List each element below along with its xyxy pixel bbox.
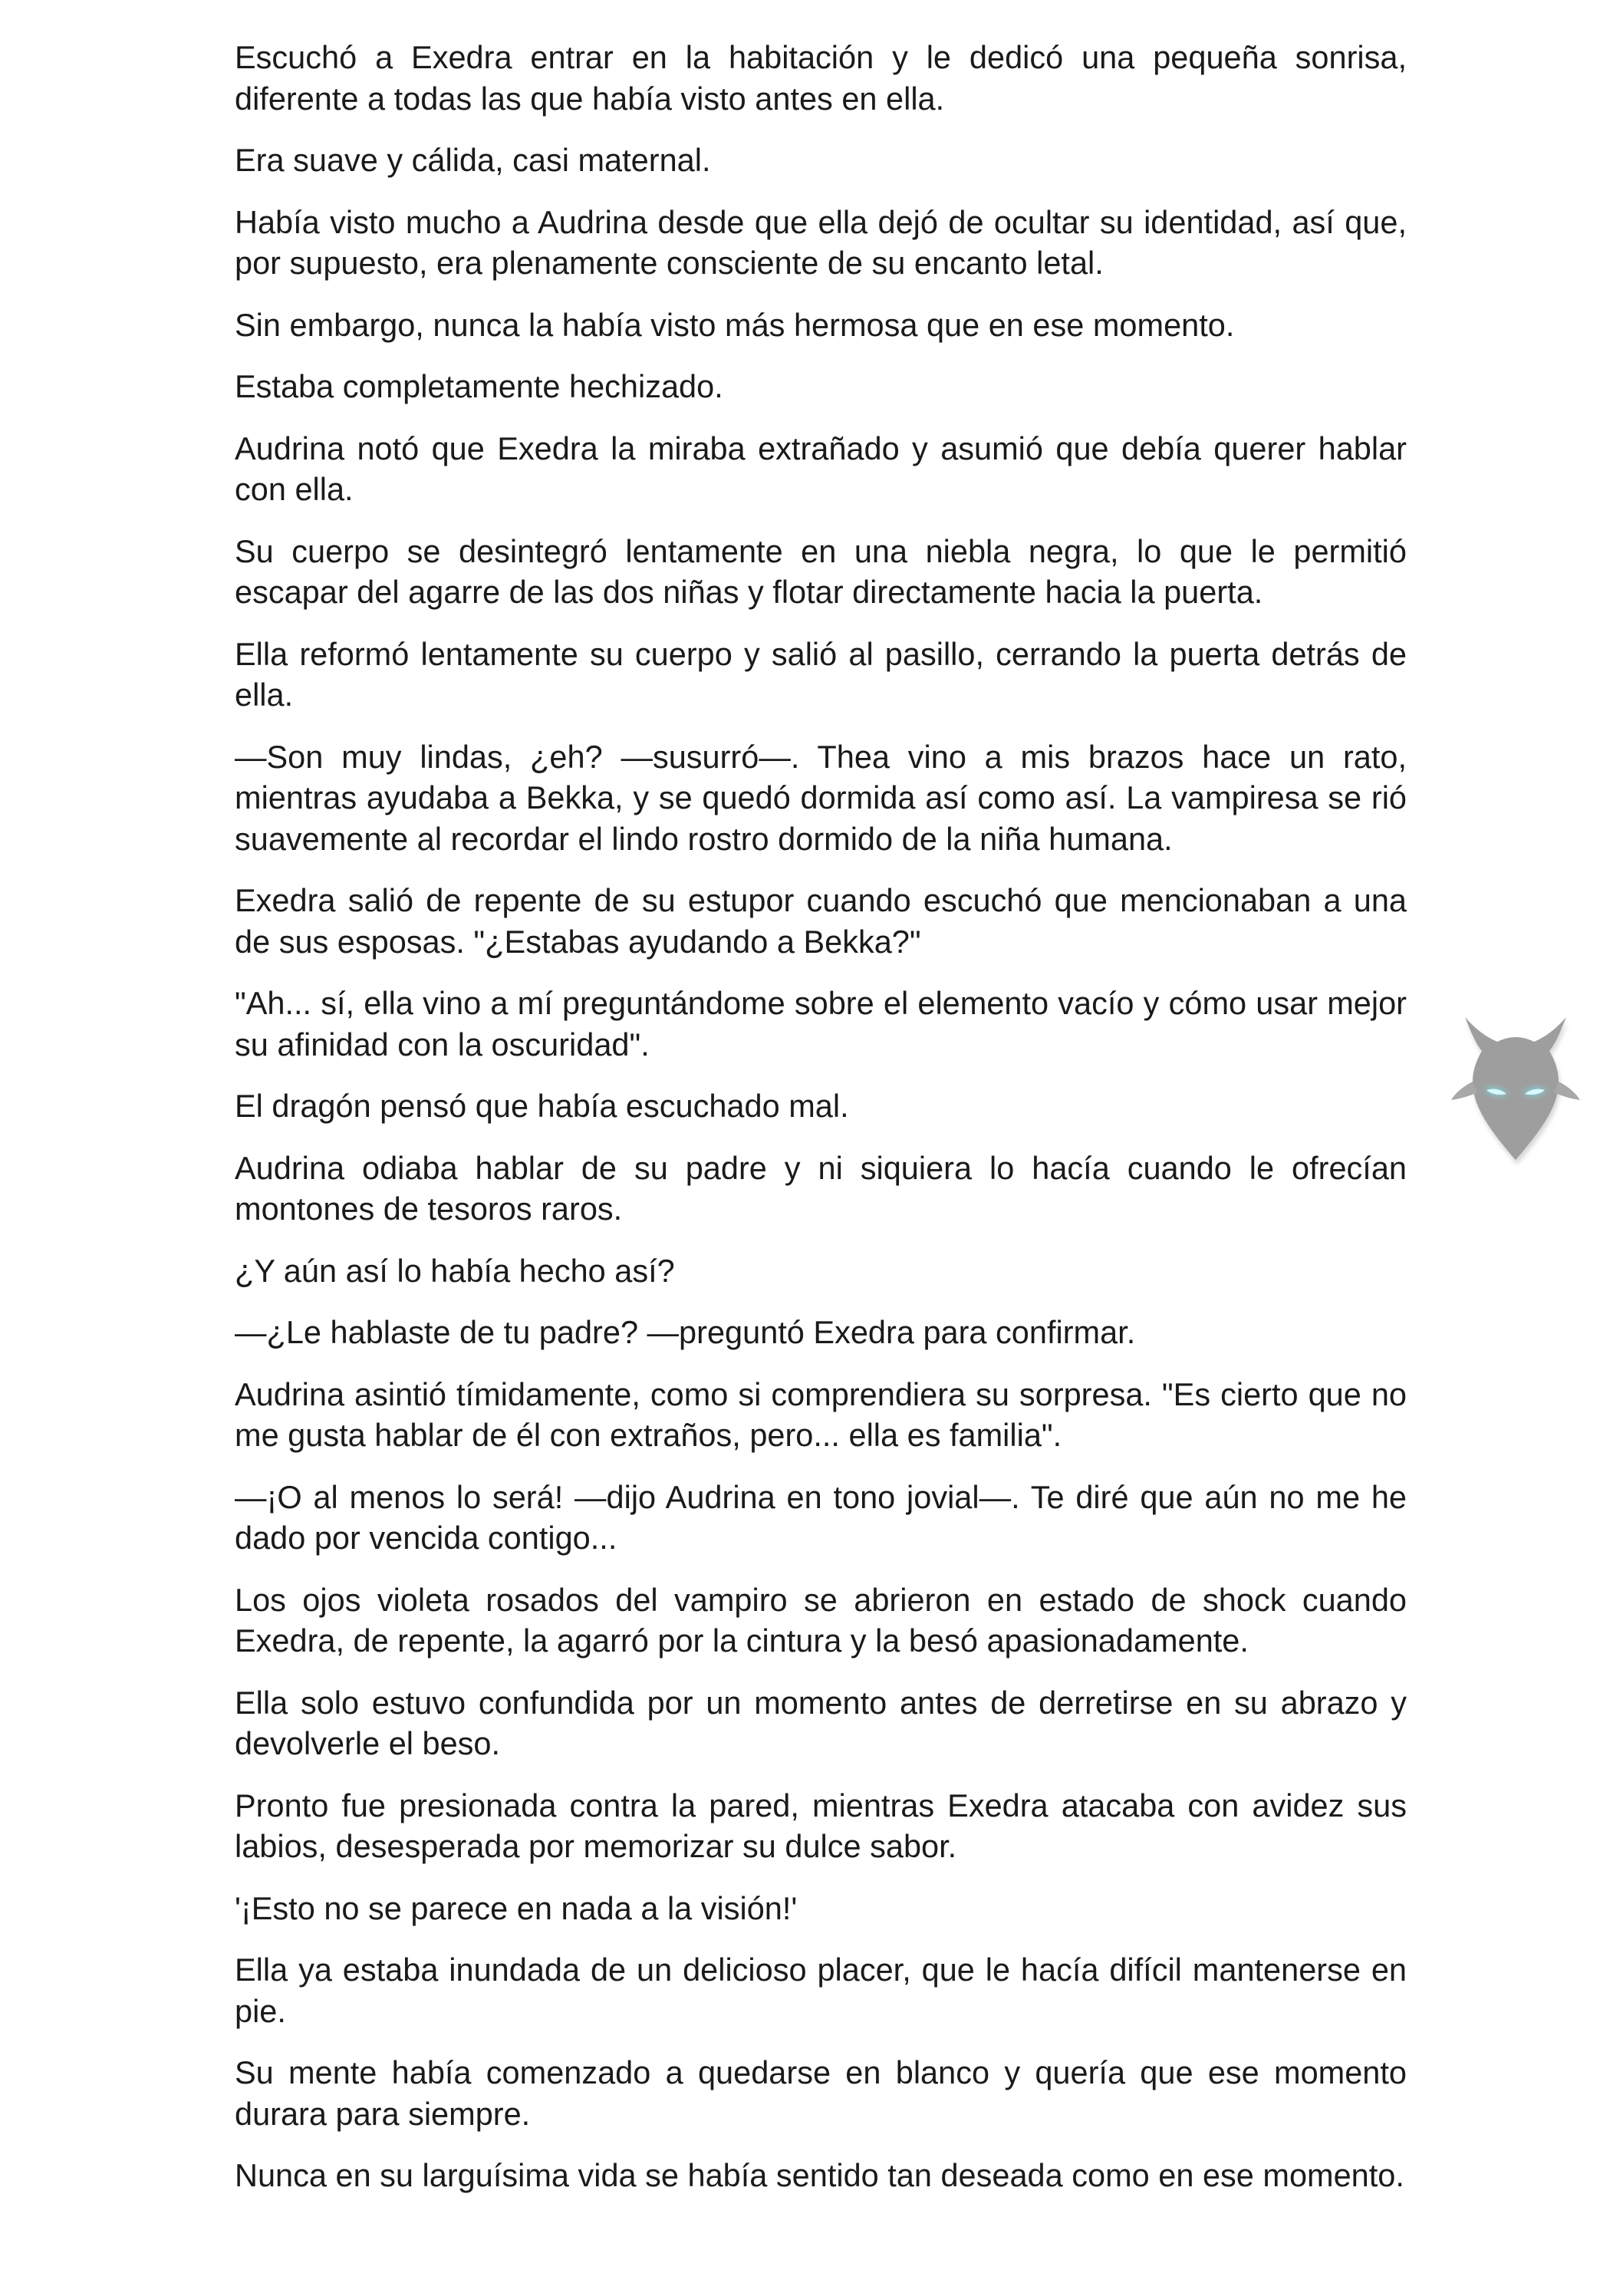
paragraph: Audrina odiaba hablar de su padre y ni siquiera lo hacía cuando le ofrecían montones de tesoros raros. [235, 1149, 1407, 1227]
text-body [235, 37, 1407, 2217]
paragraph: Exedra salió de repente de su estupor cuando escuchó que mencionaban a una de sus esposas. "¿Estabas ayudando a Bekka?" [235, 882, 1407, 960]
paragraph: Estaba completamente hechizado. [235, 368, 723, 404]
paragraph: '¡Esto no se parece en nada a la visión!' [235, 1889, 798, 1926]
paragraph: Nunca en su larguísima vida se había sentido tan deseada como en ese momento. [235, 2157, 1404, 2193]
paragraph: "Ah... sí, ella vino a mí preguntándome sobre el elemento vacío y cómo usar mejor su afinidad con la oscuridad". [235, 985, 1407, 1062]
paragraph: Audrina notó que Exedra la miraba extrañado y asumió que debía querer hablar con ella. [235, 430, 1407, 507]
paragraph: Había visto mucho a Audrina desde que ella dejó de ocultar su identidad, así que, por supuesto, era plenamente consciente de su encanto letal. [235, 203, 1407, 281]
paragraph: Ella ya estaba inundada de un delicioso placer, que le hacía difícil mantenerse en pie. [235, 1952, 1407, 2029]
paragraph: ¿Y aún así lo había hecho así? [235, 1252, 675, 1289]
paragraph: —Son muy lindas, ¿eh? —susurró—. Thea vino a mis brazos hace un rato, mientras ayudaba a Bekka, y se quedó dormida así como así. La vampiresa se rió suavemente al recordar el lindo rostro dormido de la niña humana. [235, 738, 1407, 857]
paragraph: —¡O al menos lo será! —dijo Audrina en tono jovial—. Te diré que aún no me he dado por vencida contigo... [235, 1478, 1407, 1556]
paragraph: Era suave y cálida, casi maternal. [235, 142, 711, 178]
paragraph: Pronto fue presionada contra la pared, mientras Exedra atacaba con avidez sus labios, desesperada por memorizar su dulce sabor. [235, 1787, 1407, 1864]
paragraph: Escuchó a Exedra entrar en la habitación y le dedicó una pequeña sonrisa, diferente a todas las que había visto antes en ella. [235, 39, 1407, 117]
paragraph: —¿Le hablaste de tu padre? —preguntó Exedra para confirmar. [235, 1314, 1136, 1350]
devil-head-shape [1465, 1017, 1566, 1160]
paragraph: Sin embargo, nunca la había visto más hermosa que en ese momento. [235, 306, 1235, 343]
paragraph: Ella reformó lentamente su cuerpo y salió al pasillo, cerrando la puerta detrás de ella. [235, 635, 1407, 713]
paragraph: Ella solo estuvo confundida por un momento antes de derretirse en su abrazo y devolverle el beso. [235, 1684, 1407, 1761]
paragraph: Su cuerpo se desintegró lentamente en una niebla negra, lo que le permitió escapar del agarre de las dos niñas y flotar directamente hacia la puerta. [235, 532, 1407, 610]
paragraph: Su mente había comenzado a quedarse en blanco y quería que ese momento durara para siempre. [235, 2054, 1407, 2132]
devil-head-icon [1442, 997, 1588, 1174]
paragraph: El dragón pensó que había escuchado mal. [235, 1088, 849, 1124]
paragraph: Los ojos violeta rosados del vampiro se abrieron en estado de shock cuando Exedra, de repente, la agarró por la cintura y la besó apasionadamente. [235, 1581, 1407, 1659]
paragraph: Audrina asintió tímidamente, como si comprendiera su sorpresa. "Es cierto que no me gusta hablar de él con extraños, pero... ella es familia". [235, 1375, 1407, 1453]
